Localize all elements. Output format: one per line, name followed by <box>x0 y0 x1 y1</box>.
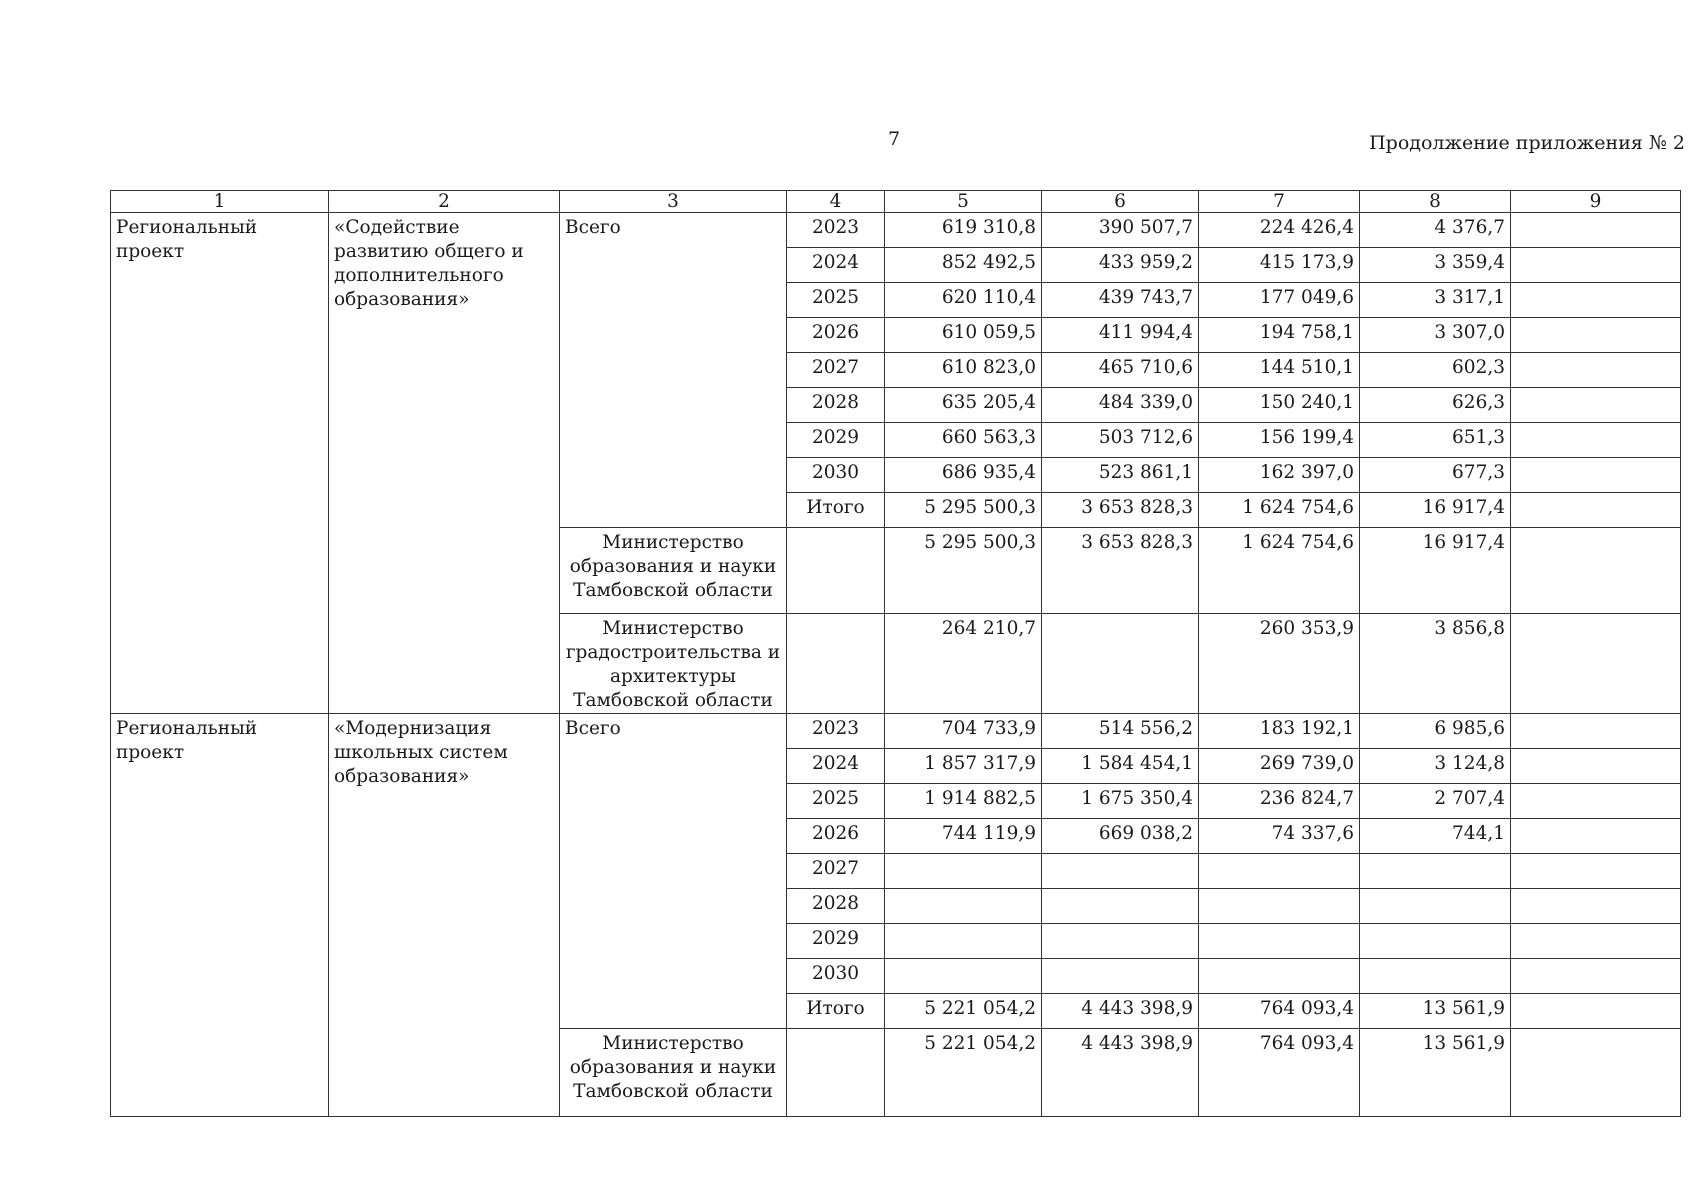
project-name: «Содействие развитию общего и дополнительного образования» <box>329 213 560 714</box>
value-cell: 390 507,7 <box>1042 213 1199 248</box>
value-cell: 13 561,9 <box>1360 994 1511 1029</box>
value-cell: 3 307,0 <box>1360 318 1511 353</box>
value-cell: 4 376,7 <box>1360 213 1511 248</box>
year-cell: 2026 <box>787 318 885 353</box>
value-cell: 610 823,0 <box>885 353 1042 388</box>
column-header: 4 <box>787 191 885 213</box>
value-cell: 669 038,2 <box>1042 819 1199 854</box>
page-number: 7 <box>888 128 901 150</box>
empty-cell <box>1511 458 1681 493</box>
total-label: Всего <box>560 714 787 1029</box>
value-cell: 224 426,4 <box>1199 213 1360 248</box>
value-cell: 1 584 454,1 <box>1042 749 1199 784</box>
value-cell: 3 653 828,3 <box>1042 493 1199 528</box>
value-cell <box>1199 959 1360 994</box>
value-cell: 150 240,1 <box>1199 388 1360 423</box>
value-cell: 260 353,9 <box>1199 614 1360 714</box>
value-cell: 610 059,5 <box>885 318 1042 353</box>
value-cell: 484 339,0 <box>1042 388 1199 423</box>
empty-cell <box>1511 714 1681 749</box>
value-cell <box>1360 889 1511 924</box>
value-cell <box>1042 854 1199 889</box>
year-cell: 2029 <box>787 924 885 959</box>
table-row <box>111 714 1681 749</box>
value-cell: 439 743,7 <box>1042 283 1199 318</box>
value-cell: 677,3 <box>1360 458 1511 493</box>
empty-cell <box>787 614 885 714</box>
value-cell: 194 758,1 <box>1199 318 1360 353</box>
value-cell: 3 359,4 <box>1360 248 1511 283</box>
value-cell <box>1042 959 1199 994</box>
value-cell <box>885 959 1042 994</box>
year-cell: 2028 <box>787 388 885 423</box>
value-cell: 3 317,1 <box>1360 283 1511 318</box>
value-cell <box>1360 959 1511 994</box>
value-cell: 156 199,4 <box>1199 423 1360 458</box>
value-cell: 602,3 <box>1360 353 1511 388</box>
ministry-name: Министерство образования и науки Тамбовской области <box>560 1029 787 1117</box>
value-cell: 5 221 054,2 <box>885 994 1042 1029</box>
empty-cell <box>787 1029 885 1117</box>
value-cell: 3 653 828,3 <box>1042 528 1199 614</box>
value-cell: 5 295 500,3 <box>885 493 1042 528</box>
value-cell: 503 712,6 <box>1042 423 1199 458</box>
value-cell <box>885 924 1042 959</box>
column-header: 7 <box>1199 191 1360 213</box>
value-cell: 16 917,4 <box>1360 493 1511 528</box>
value-cell: 16 917,4 <box>1360 528 1511 614</box>
value-cell <box>1042 924 1199 959</box>
value-cell <box>1360 924 1511 959</box>
value-cell: 415 173,9 <box>1199 248 1360 283</box>
value-cell: 411 994,4 <box>1042 318 1199 353</box>
value-cell <box>1042 889 1199 924</box>
value-cell: 704 733,9 <box>885 714 1042 749</box>
value-cell: 1 857 317,9 <box>885 749 1042 784</box>
value-cell: 764 093,4 <box>1199 994 1360 1029</box>
value-cell: 1 624 754,6 <box>1199 528 1360 614</box>
value-cell: 744,1 <box>1360 819 1511 854</box>
empty-cell <box>1511 248 1681 283</box>
value-cell <box>885 889 1042 924</box>
year-cell: Итого <box>787 994 885 1029</box>
empty-cell <box>1511 819 1681 854</box>
value-cell: 523 861,1 <box>1042 458 1199 493</box>
total-label: Всего <box>560 213 787 528</box>
value-cell: 264 210,7 <box>885 614 1042 714</box>
column-number-row <box>111 191 1681 213</box>
value-cell: 74 337,6 <box>1199 819 1360 854</box>
year-cell: 2024 <box>787 749 885 784</box>
value-cell <box>1199 924 1360 959</box>
value-cell <box>885 854 1042 889</box>
empty-cell <box>1511 749 1681 784</box>
value-cell: 686 935,4 <box>885 458 1042 493</box>
empty-cell <box>1511 423 1681 458</box>
empty-cell <box>1511 213 1681 248</box>
value-cell: 514 556,2 <box>1042 714 1199 749</box>
project-type: Региональный проект <box>111 714 329 1117</box>
value-cell: 162 397,0 <box>1199 458 1360 493</box>
value-cell: 1 675 350,4 <box>1042 784 1199 819</box>
value-cell: 433 959,2 <box>1042 248 1199 283</box>
value-cell: 269 739,0 <box>1199 749 1360 784</box>
empty-cell <box>1511 959 1681 994</box>
empty-cell <box>1511 318 1681 353</box>
column-header: 6 <box>1042 191 1199 213</box>
value-cell: 635 205,4 <box>885 388 1042 423</box>
ministry-name: Министерство градостроительства и архитектуры Тамбовской области <box>560 614 787 714</box>
year-cell: 2028 <box>787 889 885 924</box>
value-cell: 13 561,9 <box>1360 1029 1511 1117</box>
empty-cell <box>1511 994 1681 1029</box>
year-cell: 2025 <box>787 283 885 318</box>
value-cell: 236 824,7 <box>1199 784 1360 819</box>
value-cell: 5 295 500,3 <box>885 528 1042 614</box>
empty-cell <box>787 528 885 614</box>
project-type: Региональный проект <box>111 213 329 714</box>
value-cell: 2 707,4 <box>1360 784 1511 819</box>
empty-cell <box>1511 1029 1681 1117</box>
empty-cell <box>1511 924 1681 959</box>
empty-cell <box>1511 889 1681 924</box>
value-cell: 183 192,1 <box>1199 714 1360 749</box>
column-header: 3 <box>560 191 787 213</box>
value-cell: 465 710,6 <box>1042 353 1199 388</box>
value-cell: 5 221 054,2 <box>885 1029 1042 1117</box>
budget-table <box>110 190 1681 1117</box>
value-cell <box>1360 854 1511 889</box>
value-cell <box>1199 889 1360 924</box>
value-cell: 620 110,4 <box>885 283 1042 318</box>
table-row <box>111 213 1681 248</box>
year-cell: 2030 <box>787 458 885 493</box>
empty-cell <box>1511 614 1681 714</box>
value-cell: 4 443 398,9 <box>1042 1029 1199 1117</box>
empty-cell <box>1511 784 1681 819</box>
value-cell: 177 049,6 <box>1199 283 1360 318</box>
year-cell: 2025 <box>787 784 885 819</box>
value-cell <box>1042 614 1199 714</box>
value-cell: 619 310,8 <box>885 213 1042 248</box>
year-cell: 2027 <box>787 854 885 889</box>
value-cell: 4 443 398,9 <box>1042 994 1199 1029</box>
ministry-name: Министерство образования и науки Тамбовской области <box>560 528 787 614</box>
empty-cell <box>1511 353 1681 388</box>
value-cell: 1 914 882,5 <box>885 784 1042 819</box>
value-cell: 764 093,4 <box>1199 1029 1360 1117</box>
value-cell: 626,3 <box>1360 388 1511 423</box>
year-cell: 2023 <box>787 213 885 248</box>
year-cell: 2026 <box>787 819 885 854</box>
year-cell: 2023 <box>787 714 885 749</box>
year-cell: 2030 <box>787 959 885 994</box>
column-header: 2 <box>329 191 560 213</box>
year-cell: 2027 <box>787 353 885 388</box>
column-header: 9 <box>1511 191 1681 213</box>
value-cell: 3 856,8 <box>1360 614 1511 714</box>
column-header: 1 <box>111 191 329 213</box>
value-cell: 6 985,6 <box>1360 714 1511 749</box>
value-cell: 144 510,1 <box>1199 353 1360 388</box>
empty-cell <box>1511 854 1681 889</box>
value-cell: 1 624 754,6 <box>1199 493 1360 528</box>
value-cell: 660 563,3 <box>885 423 1042 458</box>
year-cell: Итого <box>787 493 885 528</box>
empty-cell <box>1511 528 1681 614</box>
appendix-continuation-title: Продолжение приложения № 2 <box>1369 132 1685 154</box>
empty-cell <box>1511 388 1681 423</box>
empty-cell <box>1511 493 1681 528</box>
column-header: 5 <box>885 191 1042 213</box>
year-cell: 2029 <box>787 423 885 458</box>
column-header: 8 <box>1360 191 1511 213</box>
year-cell: 2024 <box>787 248 885 283</box>
empty-cell <box>1511 283 1681 318</box>
value-cell: 744 119,9 <box>885 819 1042 854</box>
value-cell: 852 492,5 <box>885 248 1042 283</box>
value-cell: 3 124,8 <box>1360 749 1511 784</box>
value-cell: 651,3 <box>1360 423 1511 458</box>
project-name: «Модернизация школьных систем образования» <box>329 714 560 1117</box>
value-cell <box>1199 854 1360 889</box>
